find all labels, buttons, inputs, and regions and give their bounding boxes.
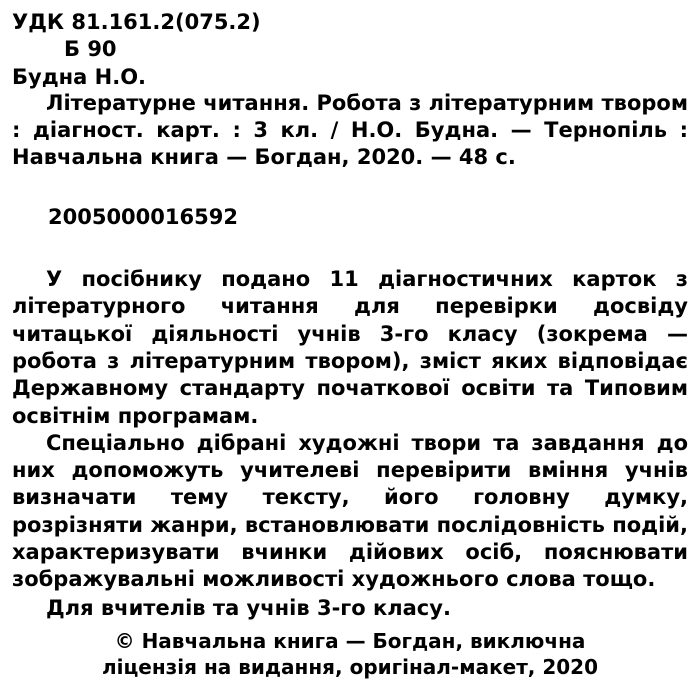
copyright-line-2: ліцензія на видання, оригінал-макет, 2020 [101,654,599,679]
copyright-block [12,628,688,680]
udk-code: УДК 81.161.2(075.2) [12,10,261,34]
annotation-paragraph-3 [12,595,688,622]
annotation-text-2: Спеціально дібрані художні твори та завдання до них допоможуть учителеві перевірити вміння учнів визначати тему тексту, його головну думку, розрізняти жанри, встановлювати послідовність подій, характеризувати вчинки дійових осіб, пояснювати зображувальні можливості художнього слова тощо. [12,430,688,592]
annotation-paragraph-2 [12,430,688,594]
annotation-paragraph-1 [12,266,688,430]
copyright-line-1: © Навчальна книга — Богдан, виключна [114,628,586,653]
bibliographic-description [12,90,688,171]
bibliographic-text: Літературне читання. Робота з літературним твором : діагност. карт. : 3 кл. / Н.О. Будна. — Тернопіль : Навчальна книга — Богдан, 2020. — 48 с. [12,91,688,170]
author-name: Будна Н.О. [12,64,147,89]
annotation-text-1: У посібнику подано 11 діагностичних карток з літературного читання для перевірки досвіду читацької діяльності учнів 3-го класу (зокрема — робота з літературним твором), зміст яких відповідає Державному стандарту початкової освіти та Типовим освітнім програмам. [12,267,688,428]
bbk-code: Б 90 [64,36,117,61]
annotation-text-3: Для вчителів та учнів 3-го класу. [46,595,451,620]
isbn-number: 2005000016592 [48,204,238,229]
